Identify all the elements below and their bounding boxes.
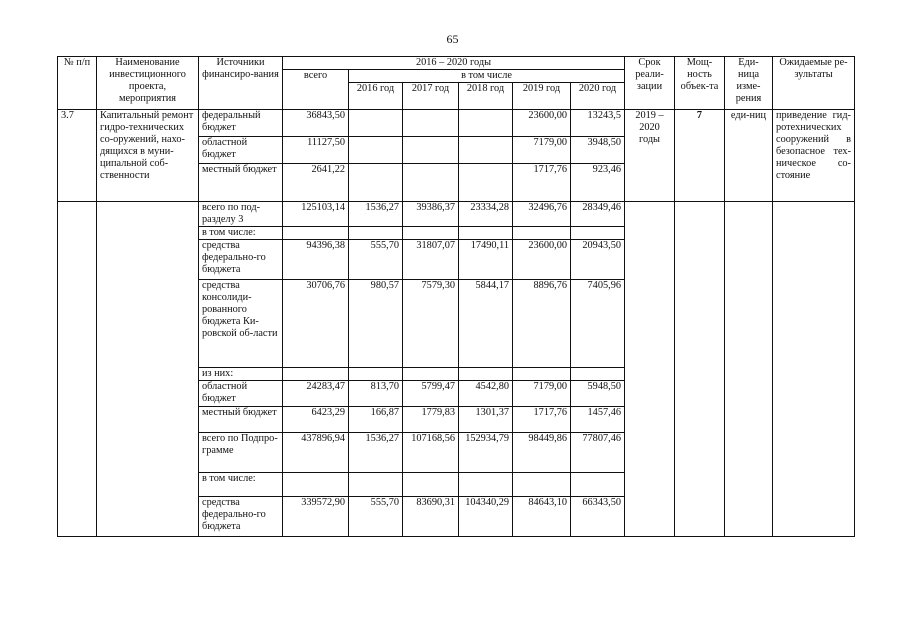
- y2018-cell: 5844,17: [459, 280, 513, 368]
- y2019-cell: 23600,00: [513, 240, 571, 280]
- y2020-cell: 20943,50: [571, 240, 625, 280]
- header-period: 2016 – 2020 годы: [283, 57, 625, 70]
- y2016-cell: 555,70: [349, 497, 403, 537]
- y2017-cell: 5799,47: [403, 381, 459, 407]
- y2016-cell: [349, 227, 403, 240]
- header-no: № п/п: [58, 57, 97, 110]
- header-unit: Еди-ница изме-рения: [725, 57, 773, 110]
- header-year-2018: 2018 год: [459, 83, 513, 110]
- project-name: Капитальный ремонт гидро-технических со-оружений, нахо-дящихся в муни-ципальной соб-ственности: [97, 110, 199, 202]
- y2019-cell: 7179,00: [513, 137, 571, 164]
- header-terms: Срок реали-зации: [625, 57, 675, 110]
- source-cell: всего по Подпро-грамме: [199, 433, 283, 473]
- header-year-2020: 2020 год: [571, 83, 625, 110]
- y2018-cell: [459, 164, 513, 202]
- y2018-cell: 152934,79: [459, 433, 513, 473]
- y2020-cell: [571, 368, 625, 381]
- header-source: Источники финансиро-вания: [199, 57, 283, 110]
- y2019-cell: 23600,00: [513, 110, 571, 137]
- y2017-cell: 31807,07: [403, 240, 459, 280]
- y2017-cell: [403, 368, 459, 381]
- y2016-cell: [349, 137, 403, 164]
- y2020-cell: 5948,50: [571, 381, 625, 407]
- project-row: [58, 110, 855, 137]
- y2018-cell: [459, 473, 513, 497]
- project-unit: еди-ниц: [725, 110, 773, 202]
- y2020-cell: 923,46: [571, 164, 625, 202]
- total-cell: 339572,90: [283, 497, 349, 537]
- y2019-cell: [513, 227, 571, 240]
- summary-blank-results: [773, 202, 855, 537]
- y2020-cell: 28349,46: [571, 202, 625, 227]
- header-name: Наименование инвестиционного проекта, мероприятия: [97, 57, 199, 110]
- y2020-cell: 66343,50: [571, 497, 625, 537]
- source-cell: в том числе:: [199, 473, 283, 497]
- y2019-cell: 7179,00: [513, 381, 571, 407]
- total-cell: [283, 227, 349, 240]
- y2018-cell: 23334,28: [459, 202, 513, 227]
- summary-blank-unit: [725, 202, 773, 537]
- y2018-cell: [459, 227, 513, 240]
- y2019-cell: 8896,76: [513, 280, 571, 368]
- y2016-cell: [349, 164, 403, 202]
- y2017-cell: 1779,83: [403, 407, 459, 433]
- total-cell: 36843,50: [283, 110, 349, 137]
- y2019-cell: 1717,76: [513, 164, 571, 202]
- header-year-2019: 2019 год: [513, 83, 571, 110]
- summary-blank-terms: [625, 202, 675, 537]
- y2016-cell: 1536,27: [349, 202, 403, 227]
- total-cell: 24283,47: [283, 381, 349, 407]
- source-cell: средства федерально-го бюджета: [199, 240, 283, 280]
- source-cell: средства федерально-го бюджета: [199, 497, 283, 537]
- y2018-cell: 17490,11: [459, 240, 513, 280]
- y2020-cell: 13243,5: [571, 110, 625, 137]
- total-cell: 2641,22: [283, 164, 349, 202]
- header-capacity: Мощ-ность объек-та: [675, 57, 725, 110]
- y2017-cell: [403, 137, 459, 164]
- y2017-cell: [403, 164, 459, 202]
- y2017-cell: 107168,56: [403, 433, 459, 473]
- total-cell: [283, 368, 349, 381]
- page-number: 65: [446, 32, 459, 46]
- source-cell: местный бюджет: [199, 164, 283, 202]
- y2016-cell: [349, 110, 403, 137]
- y2019-cell: [513, 473, 571, 497]
- y2018-cell: [459, 137, 513, 164]
- y2018-cell: [459, 110, 513, 137]
- project-terms: 2019 – 2020 годы: [625, 110, 675, 202]
- header-including: в том числе: [349, 70, 625, 83]
- project-result: приведение гид-ротехнических сооружений в безопасное тех-ническое со-стояние: [773, 110, 855, 202]
- summary-blank-no: [58, 202, 97, 537]
- y2018-cell: 1301,37: [459, 407, 513, 433]
- y2020-cell: [571, 473, 625, 497]
- project-capacity: 7: [675, 110, 725, 202]
- source-cell: областной бюджет: [199, 137, 283, 164]
- y2018-cell: 104340,29: [459, 497, 513, 537]
- y2019-cell: 32496,76: [513, 202, 571, 227]
- header-year-2017: 2017 год: [403, 83, 459, 110]
- y2017-cell: 7579,30: [403, 280, 459, 368]
- y2016-cell: [349, 368, 403, 381]
- total-cell: 30706,76: [283, 280, 349, 368]
- y2017-cell: 39386,37: [403, 202, 459, 227]
- y2018-cell: [459, 368, 513, 381]
- y2017-cell: [403, 110, 459, 137]
- y2016-cell: 166,87: [349, 407, 403, 433]
- source-cell: в том числе:: [199, 227, 283, 240]
- y2016-cell: 980,57: [349, 280, 403, 368]
- y2018-cell: 4542,80: [459, 381, 513, 407]
- header-results: Ожидаемые ре-зультаты: [773, 57, 855, 110]
- source-cell: федеральный бюджет: [199, 110, 283, 137]
- y2020-cell: 77807,46: [571, 433, 625, 473]
- source-cell: из них:: [199, 368, 283, 381]
- total-cell: 437896,94: [283, 433, 349, 473]
- y2016-cell: 813,70: [349, 381, 403, 407]
- y2019-cell: [513, 368, 571, 381]
- total-cell: 11127,50: [283, 137, 349, 164]
- summary-blank-name: [97, 202, 199, 537]
- project-number: 3.7: [58, 110, 97, 202]
- y2020-cell: 1457,46: [571, 407, 625, 433]
- source-cell: средства консолиди-рованного бюджета Ки-ровской об-ласти: [199, 280, 283, 368]
- source-cell: областной бюджет: [199, 381, 283, 407]
- y2019-cell: 98449,86: [513, 433, 571, 473]
- y2020-cell: [571, 227, 625, 240]
- source-cell: местный бюджет: [199, 407, 283, 433]
- total-cell: [283, 473, 349, 497]
- investment-table: [57, 56, 855, 537]
- y2019-cell: 1717,76: [513, 407, 571, 433]
- header-total: всего: [283, 70, 349, 110]
- total-cell: 94396,38: [283, 240, 349, 280]
- y2020-cell: 3948,50: [571, 137, 625, 164]
- summary-blank-capacity: [675, 202, 725, 537]
- y2017-cell: 83690,31: [403, 497, 459, 537]
- y2017-cell: [403, 473, 459, 497]
- y2016-cell: 555,70: [349, 240, 403, 280]
- total-cell: 6423,29: [283, 407, 349, 433]
- header-year-2016: 2016 год: [349, 83, 403, 110]
- y2019-cell: 84643,10: [513, 497, 571, 537]
- summary-row: [58, 202, 855, 227]
- y2016-cell: 1536,27: [349, 433, 403, 473]
- y2016-cell: [349, 473, 403, 497]
- source-cell: всего по под-разделу 3: [199, 202, 283, 227]
- total-cell: 125103,14: [283, 202, 349, 227]
- y2020-cell: 7405,96: [571, 280, 625, 368]
- y2017-cell: [403, 227, 459, 240]
